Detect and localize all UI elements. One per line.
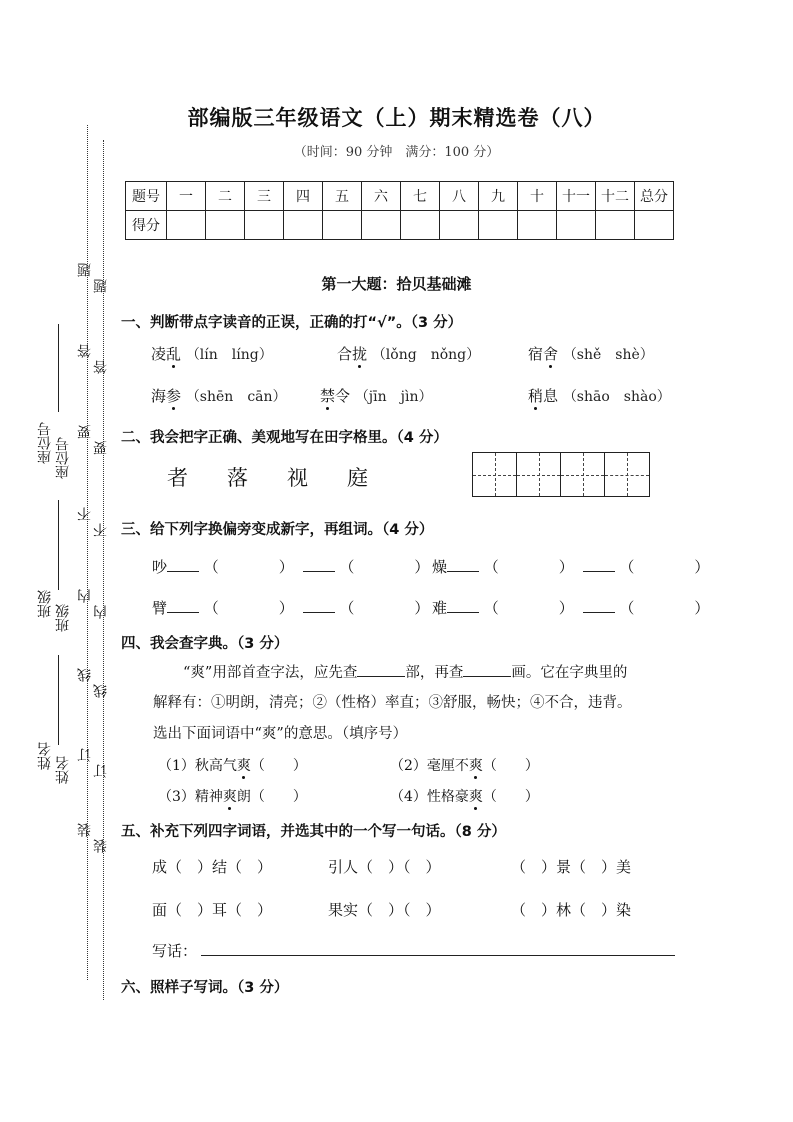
pinyin-options[interactable]: （jīn jìn）	[354, 389, 433, 405]
q1-item: 合拢 （lǒng nǒng）	[337, 345, 481, 363]
q4-line3: 选出下面词语中“爽”的意思。（填序号）	[153, 726, 408, 742]
class-line[interactable]	[58, 500, 59, 590]
score-input-cell[interactable]	[596, 211, 635, 240]
q5-item[interactable]: 成（ ）结（ ）	[152, 858, 273, 876]
seal-char-ding-2: 订	[93, 764, 109, 778]
answer-blank[interactable]	[583, 557, 615, 572]
score-input-cell[interactable]	[518, 211, 557, 240]
q5-write-label: 写话：	[152, 942, 198, 960]
q3-item: 燥 （ ） （ ）	[432, 558, 710, 576]
score-header-cell: 七	[401, 182, 440, 211]
q5-item[interactable]: （ ）林（ ）染	[511, 901, 632, 919]
seal-char-zhuang-2: 装	[93, 839, 109, 853]
dotted-char: 稍	[528, 387, 544, 405]
score-table-header-row	[126, 182, 674, 211]
answer-paren[interactable]: （ ）	[483, 599, 574, 617]
seal-char-ti-2: 题	[93, 279, 109, 293]
score-input-cell[interactable]	[245, 211, 284, 240]
seal-char-ti-1: 题	[77, 263, 93, 277]
pinyin-options[interactable]: （lǒng nǒng）	[371, 347, 481, 363]
answer-paren[interactable]: （ ）	[619, 599, 710, 617]
answer-blank[interactable]	[447, 557, 479, 572]
answer-blank[interactable]	[463, 662, 511, 677]
answer-paren[interactable]: （ ）	[483, 558, 574, 576]
seat-number-label-1: 座位号	[37, 422, 53, 464]
q3-item: 吵 （ ） （ ）	[152, 558, 430, 576]
score-header-cell: 题号	[126, 182, 167, 211]
q1-title: 一、判断带点字读音的正误，正确的打“√”。（3 分）	[121, 315, 463, 331]
q3-title: 三、给下列字换偏旁变成新字，再组词。（4 分）	[121, 522, 434, 538]
q5-item[interactable]: 引人（ ）（ ）	[328, 858, 441, 876]
tianzige-cell[interactable]	[517, 453, 561, 496]
score-row-label: 得分	[126, 211, 167, 240]
dotted-char: 爽	[469, 786, 483, 806]
dotted-char: 爽	[469, 755, 483, 775]
name-label-2: 姓名	[55, 756, 71, 784]
score-input-cell[interactable]	[635, 211, 674, 240]
section-title: 第一大题：拾贝基础滩	[321, 275, 472, 293]
q5-item[interactable]: （ ）景（ ）美	[511, 858, 632, 876]
tianzige-cell[interactable]	[561, 453, 605, 496]
score-header-cell: 十二	[596, 182, 635, 211]
seal-char-da-1: 答	[77, 344, 93, 358]
score-header-cell: 总分	[635, 182, 674, 211]
pinyin-options[interactable]: （shāo shào）	[562, 389, 671, 405]
page-title: 部编版三年级语文（上）期末精选卷（八）	[187, 106, 606, 130]
score-header-cell: 九	[479, 182, 518, 211]
q5-write-line[interactable]	[201, 955, 675, 956]
dotted-char: 舍	[543, 345, 559, 363]
q4-option: （2）毫厘不爽（ ）	[390, 755, 539, 775]
q2-char: 视	[287, 466, 308, 490]
q2-char: 落	[227, 466, 248, 490]
dotted-char: 参	[166, 387, 182, 405]
score-header-cell: 十一	[557, 182, 596, 211]
tianzige-cell[interactable]	[473, 453, 517, 496]
q1-item: 凌乱 （lín líng）	[151, 345, 273, 363]
q3-item: 臂 （ ） （ ）	[152, 599, 430, 617]
q4-line2: 解释有：①明朗，清亮；②（性格）率直；③舒服，畅快；④不合，违背。	[153, 695, 632, 711]
q3-item: 难 （ ） （ ）	[432, 599, 710, 617]
q4-line1: “爽”用部首查字法，应先查 部，再查 画。它在字典里的	[153, 658, 683, 688]
class-label-1: 班级	[37, 590, 53, 618]
q1-item: 宿舍 （shě shè）	[528, 345, 654, 363]
class-label-2: 班级	[55, 604, 71, 632]
score-table	[125, 181, 674, 240]
q4-option: （3）精神爽朗（ ）	[158, 786, 307, 806]
answer-blank[interactable]	[167, 557, 199, 572]
seal-char-yao-2: 要	[93, 441, 109, 455]
score-header-cell: 二	[206, 182, 245, 211]
answer-paren[interactable]: （ ）	[203, 558, 294, 576]
score-input-cell[interactable]	[167, 211, 206, 240]
seal-char-xian-2: 线	[93, 684, 109, 698]
seal-char-yao-1: 要	[77, 425, 93, 439]
answer-paren[interactable]: （ ）	[339, 599, 430, 617]
pinyin-options[interactable]: （shēn cān）	[185, 389, 287, 405]
score-table-score-row	[126, 211, 674, 240]
seal-char-zhuang-1: 装	[77, 823, 93, 837]
answer-blank[interactable]	[303, 557, 335, 572]
seal-char-bu-2: 不	[93, 523, 109, 537]
q2-char: 者	[167, 466, 188, 490]
answer-paren[interactable]: （ ）	[619, 558, 710, 576]
q1-item: 海参 （shēn cān）	[151, 387, 287, 405]
q4-option: （1）秋高气爽（ ）	[158, 755, 307, 775]
score-input-cell[interactable]	[323, 211, 362, 240]
dotted-char: 乱	[166, 345, 182, 363]
q5-item[interactable]: 果实（ ）（ ）	[328, 901, 441, 919]
score-input-cell[interactable]	[479, 211, 518, 240]
score-input-cell[interactable]	[401, 211, 440, 240]
answer-blank[interactable]	[447, 598, 479, 613]
q5-item[interactable]: 面（ ）耳（ ）	[152, 901, 273, 919]
score-header-cell: 四	[284, 182, 323, 211]
name-line[interactable]	[58, 655, 59, 745]
seal-char-da-2: 答	[93, 360, 109, 374]
tianzige-cell[interactable]	[605, 453, 649, 496]
pinyin-options[interactable]: （shě shè）	[562, 347, 654, 363]
score-header-cell: 六	[362, 182, 401, 211]
q2-title: 二、我会把字正确、美观地写在田字格里。（4 分）	[121, 430, 448, 446]
dotted-char: 爽	[237, 755, 251, 775]
answer-blank[interactable]	[583, 598, 615, 613]
seat-number-label-2: 座位号	[55, 437, 71, 479]
dotted-char: 拢	[352, 345, 368, 363]
q6-title: 六、照样子写词。（3 分）	[121, 980, 289, 996]
q1-item: 稍息 （shāo shào）	[528, 387, 671, 405]
score-input-cell[interactable]	[557, 211, 596, 240]
page-subtitle: （时间：90 分钟 满分：100 分）	[293, 145, 500, 160]
dotted-char: 爽	[223, 786, 237, 806]
answer-blank[interactable]	[303, 598, 335, 613]
score-header-cell: 一	[167, 182, 206, 211]
seal-char-bu-1: 不	[77, 507, 93, 521]
seal-char-nei-1: 内	[77, 589, 93, 603]
score-input-cell[interactable]	[440, 211, 479, 240]
answer-blank[interactable]	[167, 598, 199, 613]
score-input-cell[interactable]	[284, 211, 323, 240]
binding-dotted-line-outer	[87, 125, 88, 980]
q5-title: 五、补充下列四字词语，并选其中的一个写一句话。（8 分）	[121, 824, 506, 840]
seal-char-nei-2: 内	[93, 605, 109, 619]
q4-option: （4）性格豪爽（ ）	[390, 786, 539, 806]
answer-paren[interactable]: （ ）	[339, 558, 430, 576]
q2-char: 庭	[347, 466, 368, 490]
tianzige-grid	[472, 452, 650, 497]
seal-char-ding-1: 订	[77, 748, 93, 762]
q4-title: 四、我会查字典。（3 分）	[121, 636, 289, 652]
name-label-1: 姓名	[37, 742, 53, 770]
score-header-cell: 十	[518, 182, 557, 211]
q1-item: 禁令 （jīn jìn）	[320, 387, 433, 405]
score-header-cell: 五	[323, 182, 362, 211]
binding-dotted-line-inner	[103, 140, 104, 1000]
score-input-cell[interactable]	[206, 211, 245, 240]
answer-paren[interactable]: （ ）	[203, 599, 294, 617]
dotted-char: 禁	[320, 387, 336, 405]
seal-char-xian-1: 线	[77, 668, 93, 682]
answer-blank[interactable]	[357, 662, 405, 677]
score-input-cell[interactable]	[362, 211, 401, 240]
score-header-cell: 三	[245, 182, 284, 211]
pinyin-options[interactable]: （lín líng）	[185, 347, 273, 363]
score-header-cell: 八	[440, 182, 479, 211]
seat-number-line[interactable]	[58, 324, 59, 412]
